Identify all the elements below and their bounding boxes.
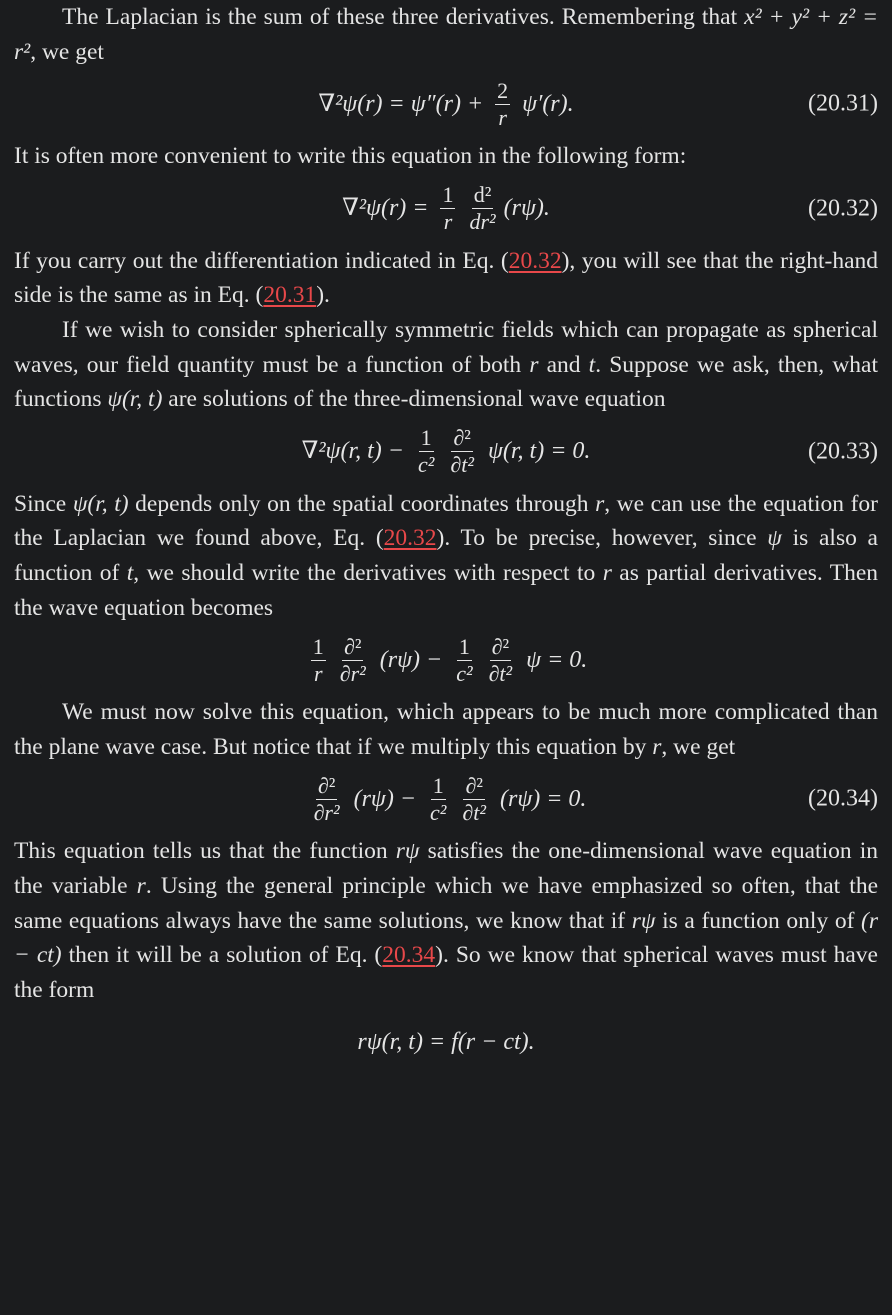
fraction-numerator: ∂² [453,425,471,451]
fraction-numerator: ∂² [465,772,483,798]
paragraph-text: If you carry out the differentiation indicated in Eq. ( [14,247,509,274]
inline-math: r [136,872,146,899]
fraction-denominator: ∂r² [339,660,366,686]
inline-math: ψ(r, t) [72,490,129,517]
paragraph-text: Since [14,490,73,517]
fraction-denominator: r [498,104,507,130]
equation-term: ψ′(r). [516,90,574,117]
equation-term: (rψ) − [373,646,449,673]
paragraph-text: are solutions of the three-dimensional wave equation [162,386,666,413]
fraction-denominator: dr² [469,209,496,235]
fraction-numerator: ∂² [344,633,362,659]
paragraph-text: , we get [30,38,104,65]
paragraph [14,244,878,313]
paragraph-text: . Using the general principle which we have emphasized so often, that the same equations always have the same solutions, we know that if [14,872,878,934]
equation-term: ψ = 0. [520,646,588,673]
paragraph [14,695,878,764]
fraction-numerator: 2 [497,77,509,103]
inline-math: r [529,351,539,378]
fraction [495,78,510,131]
paragraph-text: ). To be precise, however, since [436,525,768,552]
paragraph-text: , we get [661,733,736,760]
display-equation [14,1007,878,1077]
paragraph-text: ). [316,282,330,309]
fraction [312,773,342,826]
equation-number: (20.31) [808,90,878,117]
fraction-numerator: 1 [442,182,454,208]
equation-reference-link[interactable]: 20.32 [383,525,437,552]
paragraph-text: ), you will see that the right-hand side is the same as in Eq. ( [14,247,878,309]
paragraph [14,834,878,1007]
inline-math: r [652,733,662,760]
display-equation [14,174,878,244]
inline-math: r [595,490,605,517]
inline-math: ψ [767,525,782,552]
paragraph-text: as partial derivatives. Then the wave equation becomes [14,559,878,621]
fraction-denominator: c² [430,799,447,825]
equation-number: (20.32) [808,195,878,222]
equation-reference-link[interactable]: 20.32 [508,247,562,274]
display-equation [14,69,878,139]
equation-term: (rψ) − [347,786,423,813]
paragraph-text: satisfies the one-dimensional wave equation in the variable [14,838,879,899]
paragraph-text: We must now solve this equation, which appears to be much more complicated than the plane wave case. But notice that if we multiply this equation by [14,699,878,760]
fraction-numerator: 1 [420,425,432,451]
paragraph-text: and [538,351,589,378]
fraction [454,634,474,687]
fraction-numerator: d² [473,182,492,208]
paragraph-text: is a function only of [655,907,862,934]
fraction-denominator: ∂r² [313,799,340,825]
inline-math: ψ(r, t) [107,386,163,413]
paragraph-text: , we can use the equation for the Laplacian we found above, Eq. ( [14,490,878,552]
equation-term: ψ(r, t) = 0. [481,438,591,465]
inline-math: t [126,559,134,586]
equation-term: (rψ). [503,195,550,222]
fraction [460,773,488,826]
inline-math: rψ [395,838,420,865]
fraction-denominator: c² [417,452,435,478]
paragraph-text: then it will be a solution of Eq. ( [61,942,383,969]
paragraph-text: ). So we know that spherical waves must have the form [14,942,878,1003]
fraction-denominator: c² [456,660,473,686]
fraction [440,182,455,235]
equation-term: rψ(r, t) = f(r − ct). [357,1028,535,1055]
equation-term: ∇²ψ(r, t) − [301,438,410,465]
fraction-denominator: ∂t² [488,660,513,686]
equation-number: (20.34) [808,786,878,813]
inline-math: (r − ct) [14,907,878,969]
equation-term: ∇²ψ(r) = ψ″(r) + [318,90,490,117]
fraction [416,425,436,478]
inline-math: x² + y² + z² = r² [14,4,878,65]
paragraph-text: . Suppose we ask, then, what functions [14,351,878,413]
fraction-denominator: r [313,660,323,686]
fraction [448,425,476,478]
fraction-numerator: 1 [458,633,470,659]
fraction [487,634,515,687]
equation-term: ∇²ψ(r) = [342,195,435,222]
paragraph [14,139,878,174]
display-equation [14,625,878,695]
paragraph-text: depends only on the spatial coordinates through [128,490,596,517]
fraction-denominator: r [443,209,453,235]
fraction-numerator: ∂² [491,633,510,659]
paragraph-text: The Laplacian is the sum of these three derivatives. Remembering that [62,4,745,30]
equation-term: (rψ) = 0. [494,786,587,813]
fraction-numerator: ∂² [317,772,336,798]
display-equation [14,764,878,834]
paragraph [14,0,878,69]
paragraph-text: This equation tells us that the function [14,838,396,865]
display-equation [14,417,878,487]
fraction-denominator: ∂t² [462,799,486,825]
paragraph [14,313,878,417]
inline-math: rψ [631,907,656,934]
fraction-numerator: 1 [312,633,324,659]
fraction [467,182,497,235]
paragraph-text: , we should write the derivatives with respect to [133,559,603,586]
paragraph-text: is also a function of [14,525,878,586]
fraction [428,773,448,826]
fraction [311,634,326,687]
fraction-numerator: 1 [432,772,444,798]
inline-math: r [602,559,612,586]
equation-reference-link[interactable]: 20.31 [263,282,317,309]
fraction-denominator: ∂t² [450,452,474,478]
equation-number: (20.33) [808,438,878,465]
fraction [338,634,368,687]
paragraph [14,487,878,625]
equation-reference-link[interactable]: 20.34 [382,942,436,969]
paragraph-text: It is often more convenient to write this equation in the following form: [14,143,687,170]
paragraph-text: If we wish to consider spherically symmetric fields which can propagate as spherical waves, our field quantity must be a function of both [14,316,878,378]
inline-math: t [588,351,596,378]
